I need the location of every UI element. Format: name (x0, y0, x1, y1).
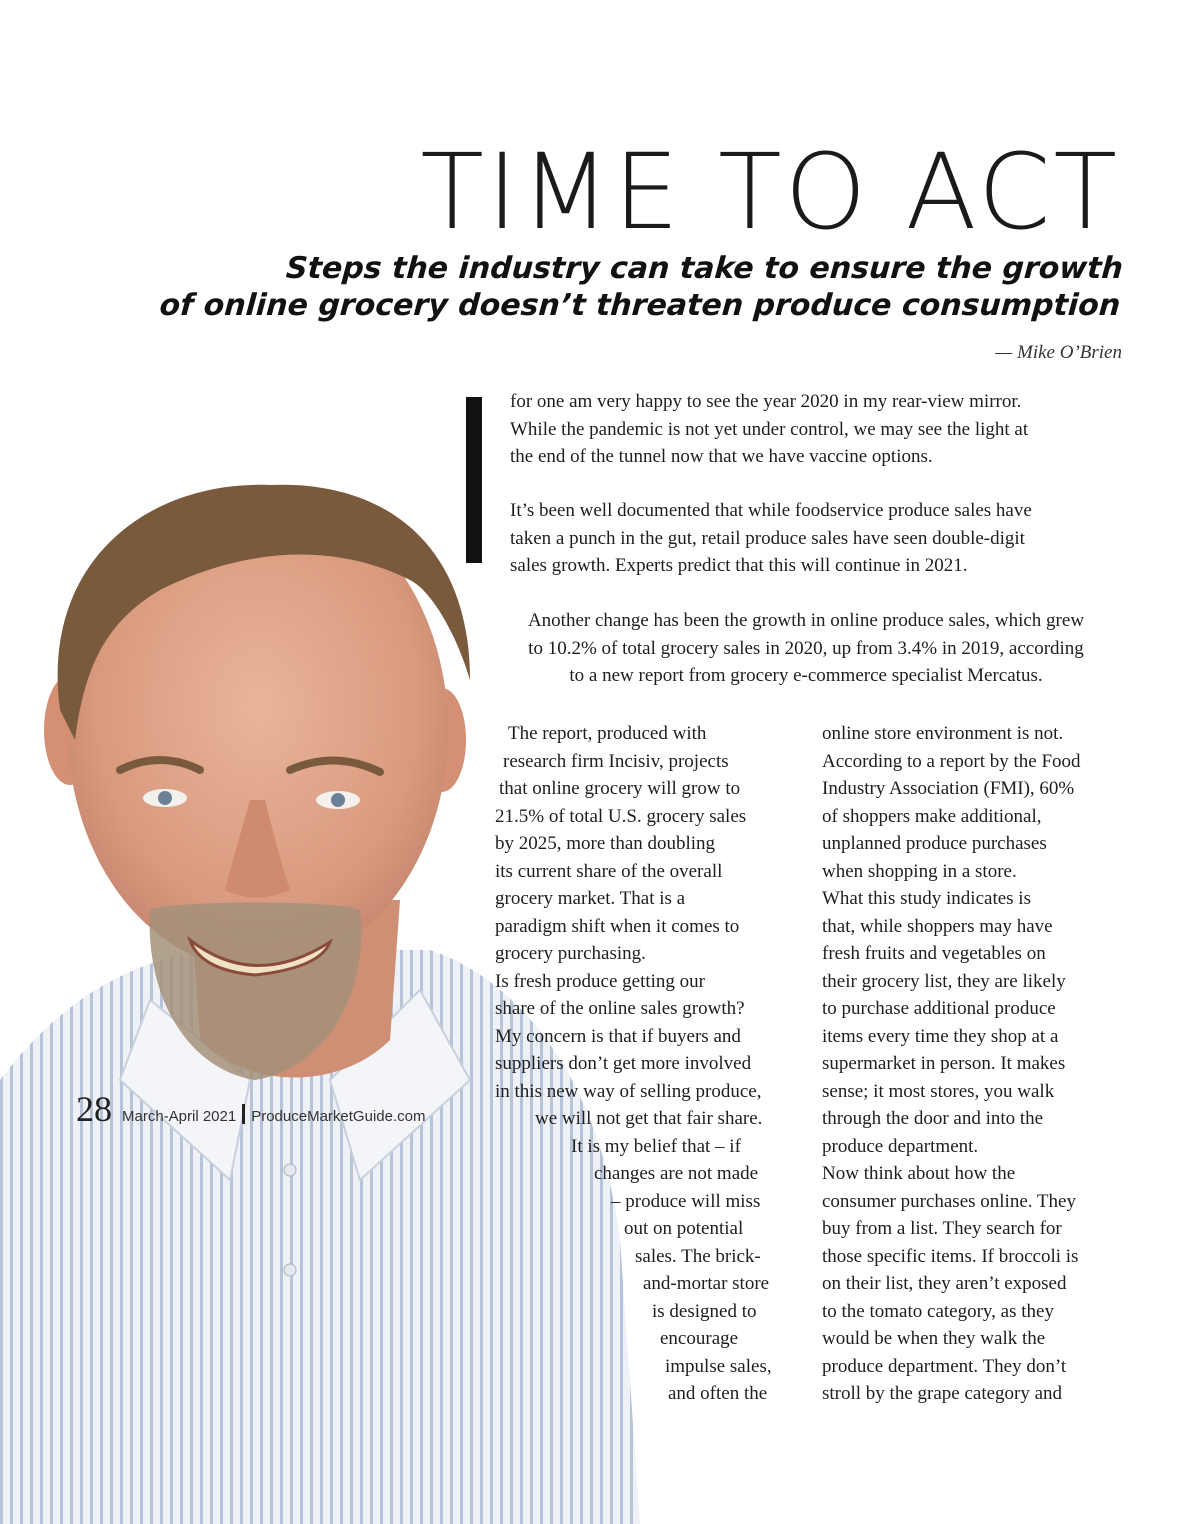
text-line: While the pandemic is not yet under control, we may see the light at (510, 418, 1029, 440)
text-line: Another change has been the growth in online produce sales, which grew (527, 610, 1085, 631)
text-line: in this new way of selling produce, (495, 1080, 762, 1102)
text-line: fresh fruits and vegetables on (822, 943, 1046, 964)
text-line: that, while shoppers may have (822, 915, 1053, 937)
text-line: paradigm shift when it comes to (495, 915, 740, 937)
text-line: supermarket in person. It makes (822, 1053, 1066, 1074)
text-line: its current share of the overall (495, 860, 723, 882)
text-line: would be when they walk the (822, 1328, 1046, 1349)
text-line: 21.5% of total U.S. grocery sales (495, 805, 747, 827)
text-line: items every time they shop at a (822, 1025, 1059, 1047)
text-line: sales growth. Experts predict that this will continue in 2021. (510, 555, 968, 576)
page-footer (76, 1088, 425, 1128)
body-paragraph-3 (488, 607, 1124, 690)
text-line: stroll by the grape category and (822, 1383, 1063, 1404)
text-line: when shopping in a store. (822, 860, 1017, 882)
drop-cap-i (466, 397, 482, 563)
text-line: consumer purchases online. They (822, 1190, 1076, 1212)
text-line: and often the (668, 1383, 768, 1404)
text-line: sense; it most stores, you walk (822, 1080, 1055, 1102)
text-line: Is fresh produce getting our (495, 970, 705, 992)
text-line: research firm Incisiv, projects (503, 750, 729, 772)
page-number: 28 (76, 1089, 112, 1129)
text-line: to purchase additional produce (822, 998, 1056, 1019)
text-line: the end of the tunnel now that we have vaccine options. (510, 446, 933, 467)
text-line: those specific items. If broccoli is (822, 1245, 1079, 1267)
text-line: by 2025, more than doubling (495, 833, 716, 854)
text-line: According to a report by the Food (822, 750, 1081, 772)
text-line: and-mortar store (643, 1273, 770, 1294)
author-byline: — Mike O’Brien (995, 342, 1122, 363)
text-line: through the door and into the (822, 1108, 1044, 1129)
text-line: is designed to (652, 1300, 757, 1322)
left-text-column (495, 720, 795, 1408)
text-line: produce department. They don’t (822, 1355, 1067, 1377)
text-line: online store environment is not. (822, 723, 1064, 744)
text-line: My concern is that if buyers and (495, 1025, 741, 1047)
text-line: of shoppers make additional, (822, 805, 1042, 827)
text-line: encourage (660, 1328, 739, 1349)
website-link[interactable]: ProduceMarketGuide.com (251, 1108, 426, 1125)
text-line: changes are not made (594, 1163, 759, 1184)
body-paragraph-2 (510, 497, 1032, 580)
text-line: on their list, they aren’t exposed (822, 1273, 1067, 1294)
intro-paragraph (510, 388, 1028, 471)
issue-date: March-April 2021 (122, 1108, 237, 1125)
text-line: buy from a list. They search for (822, 1218, 1062, 1239)
subtitle-line: of online grocery doesn’t threaten produce consumption (158, 288, 1122, 323)
article-subtitle (159, 250, 1125, 324)
text-line: Now think about how the (822, 1163, 1016, 1184)
text-line: – produce will miss (611, 1190, 761, 1212)
text-line: Industry Association (FMI), 60% (822, 778, 1075, 799)
text-line: share of the online sales growth? (495, 998, 745, 1019)
text-line: It’s been well documented that while foodservice produce sales have (510, 500, 1032, 521)
text-line: taken a punch in the gut, retail produce sales have seen double-digit (510, 527, 1025, 549)
text-line: out on potential (624, 1218, 744, 1239)
text-line: to 10.2% of total grocery sales in 2020, up from 3.4% in 2019, according (528, 637, 1084, 659)
subtitle-line: Steps the industry can take to ensure the growth (285, 251, 1125, 286)
text-line: that online grocery will grow to (499, 778, 741, 799)
text-line: for one am very happy to see the year 2020 in my rear-view mirror. (510, 391, 1022, 412)
text-line: grocery market. That is a (495, 888, 686, 909)
footer-divider (242, 1104, 245, 1124)
text-line: unplanned produce purchases (822, 833, 1047, 854)
text-line: to a new report from grocery e-commerce specialist Mercatus. (569, 665, 1043, 686)
text-line: we will not get that fair share. (535, 1108, 763, 1129)
text-line: sales. The brick- (635, 1245, 761, 1267)
right-text-column (822, 720, 1081, 1408)
text-line: their grocery list, they are likely (822, 970, 1066, 992)
text-line: to the tomato category, as they (822, 1300, 1054, 1322)
text-line: The report, produced with (508, 723, 707, 744)
article-title: TIME TO ACT (420, 131, 1120, 253)
text-line: suppliers don’t get more involved (495, 1053, 752, 1074)
text-line: What this study indicates is (822, 888, 1031, 909)
text-line: produce department. (822, 1135, 979, 1157)
text-line: impulse sales, (665, 1355, 772, 1377)
text-line: It is my belief that – if (571, 1135, 741, 1157)
text-line: grocery purchasing. (495, 943, 646, 964)
